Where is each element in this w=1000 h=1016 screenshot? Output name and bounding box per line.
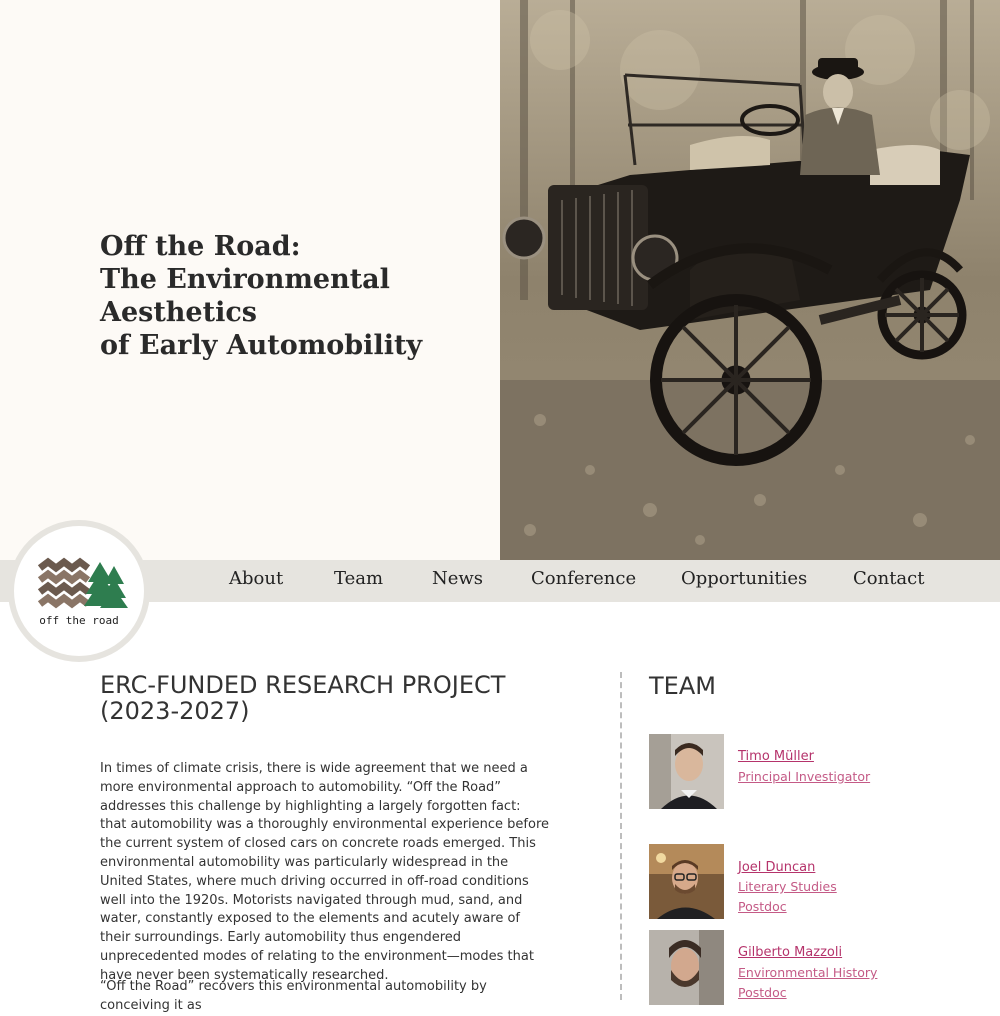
second-paragraph: “Off the Road” recovers this environmental automobility by conceiving it as [100, 979, 487, 1013]
page-title [100, 230, 480, 362]
hero-photo-vintage-car [500, 0, 1000, 560]
team-member-role-timo[interactable]: Principal Investigator [738, 769, 871, 784]
nav-contact[interactable]: Contact [853, 568, 925, 589]
column-divider [620, 672, 622, 1000]
project-heading [100, 672, 560, 724]
team-member-name-timo[interactable]: Timo Müller [738, 749, 814, 764]
avatar[interactable] [649, 844, 724, 919]
team-member-role-gilberto[interactable]: Environmental History Postdoc [738, 965, 878, 1000]
team-heading: TEAM [649, 672, 716, 700]
title-line-1: Off the Road: [100, 231, 301, 262]
logo-text: off the road [39, 614, 119, 627]
avatar[interactable] [649, 734, 724, 809]
intro-paragraph: In times of climate crisis, there is wide agreement that we need a more environmental approach to automobility. “Off the Road” addresses this challenge by highlighting a largely forgotten fact: that automobility was a thoroughly environmental experience before the current system of closed cars on concrete roads emerged. This environmental automobility was particularly widespread in the United States, where much driving occurred in off-road conditions well into the 1920s. Motorists navigated through mud, sand, and water, constantly exposed to the elements and acutely aware of their surroundings. Early automobility thus engendered unprecedented modes of relating to the environment—modes that have never been systematically researched. [100, 761, 550, 983]
vintage-car-illustration [500, 0, 1000, 560]
title-line-3: of Early Automobility [100, 330, 423, 361]
team-member-name-joel[interactable]: Joel Duncan [738, 860, 816, 875]
nav-opportunities[interactable]: Opportunities [681, 568, 808, 589]
logo-trees-road-icon [14, 526, 144, 656]
project-heading-line-2: (2023-2027) [100, 697, 250, 725]
team-member-name-gilberto[interactable]: Gilberto Mazzoli [738, 945, 843, 960]
site-logo[interactable] [8, 520, 150, 662]
nav-conference[interactable]: Conference [531, 568, 637, 589]
avatar[interactable] [649, 930, 724, 1005]
main-navigation [0, 560, 1000, 602]
title-line-2: The Environmental Aesthetics [100, 264, 390, 328]
project-heading-line-1: ERC-FUNDED RESEARCH PROJECT [100, 671, 506, 699]
nav-team[interactable]: Team [334, 568, 384, 589]
team-member-role-joel[interactable]: Literary Studies Postdoc [738, 879, 837, 914]
nav-about[interactable]: About [229, 568, 284, 589]
nav-news[interactable]: News [432, 568, 484, 589]
